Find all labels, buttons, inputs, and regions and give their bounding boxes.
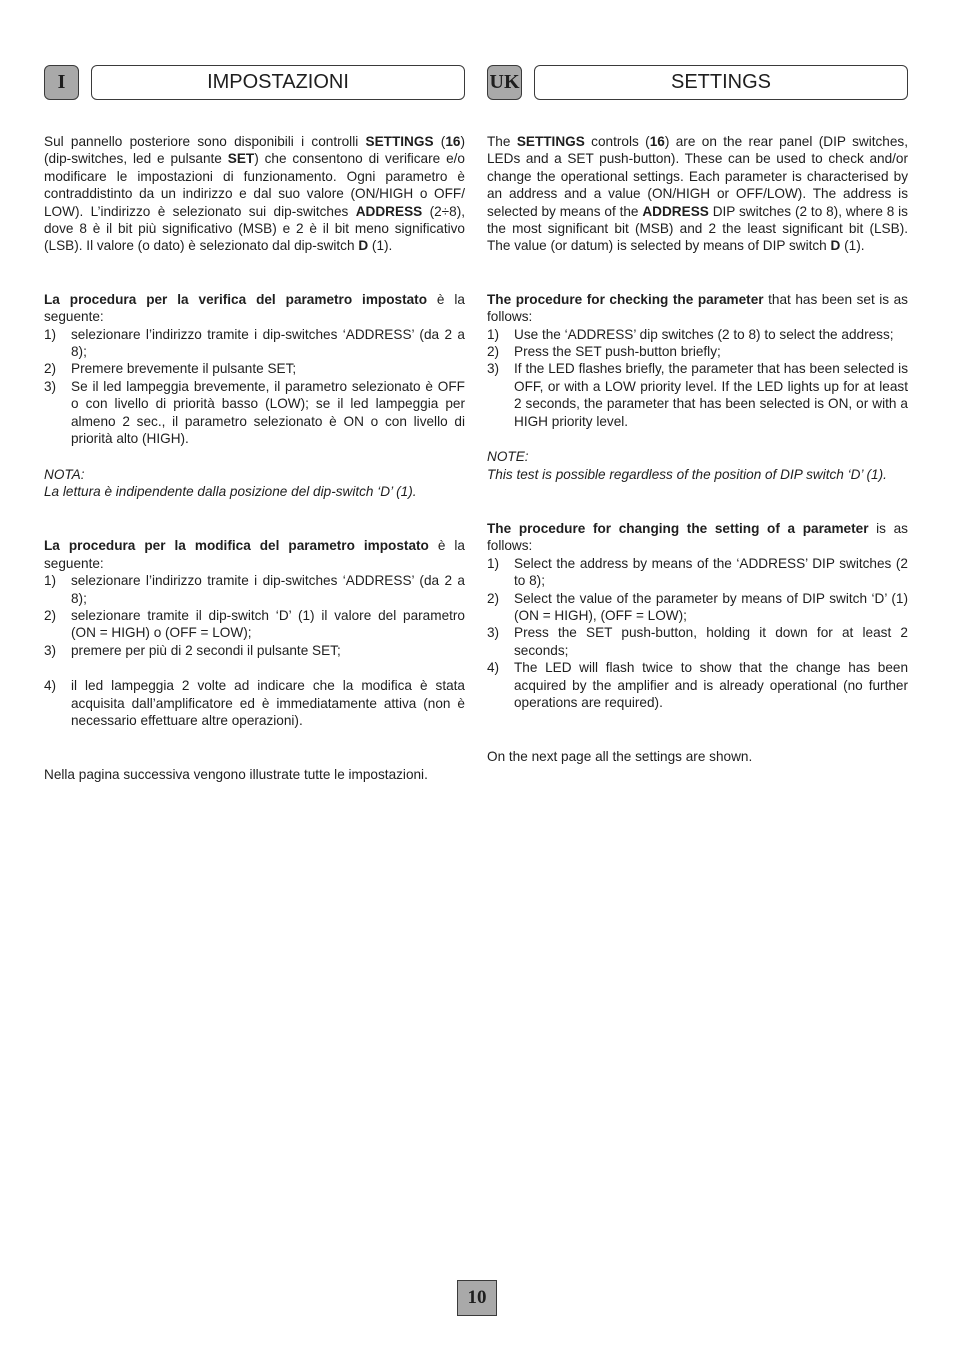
check-procedure	[487, 291, 908, 430]
list-item: 2) Select the value of the parameter by means of DIP switch ‘D’ (1) (ON = HIGH), (OFF = LOW);	[487, 590, 908, 623]
section-header	[487, 64, 908, 102]
change-procedure	[44, 537, 465, 729]
list-item: 2) selezionare tramite il dip-switch ‘D’ (1) il valore del parametro (ON = HIGH) o (OFF = LOW);	[44, 607, 465, 641]
procedure-heading: The procedure for checking the parameter that has been set is as follows:	[487, 291, 908, 325]
steps-list	[44, 326, 465, 448]
note	[487, 448, 908, 483]
next-page-text: Nella pagina successiva vengono illustrate tutte le impostazioni.	[44, 767, 428, 783]
list-item: 1) Select the address by means of the ‘ADDRESS’ DIP switches (2 to 8);	[487, 555, 908, 589]
list-item: 3) premere per più di 2 secondi il pulsante SET;	[44, 642, 341, 658]
list-item: 1) selezionare l’indirizzo tramite i dip-switches ‘ADDRESS’ (da 2 a 8);	[44, 573, 465, 606]
section-title: SETTINGS	[534, 65, 908, 100]
procedure-heading: La procedura per la verifica del parametro impostato è la seguente:	[44, 291, 465, 325]
column-english	[487, 64, 908, 766]
column-italian	[44, 64, 465, 784]
list-item: 1) Use the ‘ADDRESS’ dip switches (2 to 8) to select the address;	[487, 326, 894, 342]
page-number: 10	[457, 1280, 497, 1316]
intro-paragraph: Sul pannello posteriore sono disponibili i controlli SETTINGS (16) (dip-switches, led e pulsante SET) che consentono di verificare e/o modificare le impostazioni di funzionamento. Ogni parametro è contraddistinto da un indirizzo e dal suo valore (ON/HIGH o OFF/ LOW). L’indirizzo è selezionato sui dip-switches ADDRESS (2÷8), dove 8 è il bit più significativo (MSB) e 2 è il bit meno significativo (LSB). Il valore (o dato) è selezionato dal dip-switch D (1).	[44, 134, 465, 254]
list-item: 3) Press the SET push-button, holding it down for at least 2 seconds;	[487, 625, 908, 658]
note-text: This test is possible regardless of the position of DIP switch ‘D’ (1).	[487, 466, 887, 482]
list-item: 4) The LED will flash twice to show that the change has been acquired by the amplifier and is already operational (no further operations are required).	[487, 660, 908, 710]
list-item: 3) Se il led lampeggia brevemente, il parametro selezionato è OFF o con livello di priorità basso (LOW); se il led lampeggia per almeno 2 sec., il parametro selezionato è ON o con livello di priorità alto (HIGH).	[44, 378, 465, 447]
note-label: NOTA:	[44, 466, 85, 482]
steps-list	[487, 326, 908, 430]
list-item: 2) Premere brevemente il pulsante SET;	[44, 361, 297, 377]
next-page-text: On the next page all the settings are shown.	[487, 749, 753, 765]
note-label: NOTE:	[487, 449, 529, 465]
intro-paragraph: The SETTINGS controls (16) are on the rear panel (DIP switches, LEDs and a SET push-button). These can be used to check and/or change the operational settings. Each parameter is characterised by an address and a value (ON/HIGH or OFF/LOW). The address is selected by means of the ADDRESS DIP switches (2 to 8), where 8 is the most significant bit (MSB) and 2 the least significant bit (LSB). The value (or datum) is selected by means of DIP switch D (1).	[487, 134, 908, 254]
note	[44, 466, 465, 501]
list-item: 4) il led lampeggia 2 volte ad indicare che la modifica è stata acquisita dall’amplificatore ed è immediatamente attiva (non è necessario effettuare altre operazioni).	[44, 678, 465, 728]
section-title: IMPOSTAZIONI	[91, 65, 465, 100]
change-procedure	[487, 520, 908, 711]
language-badge: UK	[487, 65, 522, 100]
language-badge: I	[44, 65, 79, 100]
check-procedure	[44, 291, 465, 448]
list-item: 1) selezionare l’indirizzo tramite i dip-switches ‘ADDRESS’ (da 2 a 8);	[44, 326, 465, 360]
note-text: La lettura è indipendente dalla posizione del dip-switch ‘D’ (1).	[44, 483, 417, 499]
list-item: 3) If the LED flashes briefly, the parameter that has been selected is OFF, or with a LOW priority level. If the LED lights up for at least 2 seconds, the parameter that has been selected is ON, or with a HIGH priority level.	[487, 361, 908, 429]
procedure-heading: La procedura per la modifica del parametro impostato è la seguente:	[44, 538, 465, 571]
steps-list	[487, 555, 908, 712]
list-item: 2) Press the SET push-button briefly;	[487, 344, 721, 360]
procedure-heading: The procedure for changing the setting of a parameter is as follows:	[487, 520, 908, 554]
steps-list	[44, 572, 465, 729]
section-header	[44, 64, 465, 102]
